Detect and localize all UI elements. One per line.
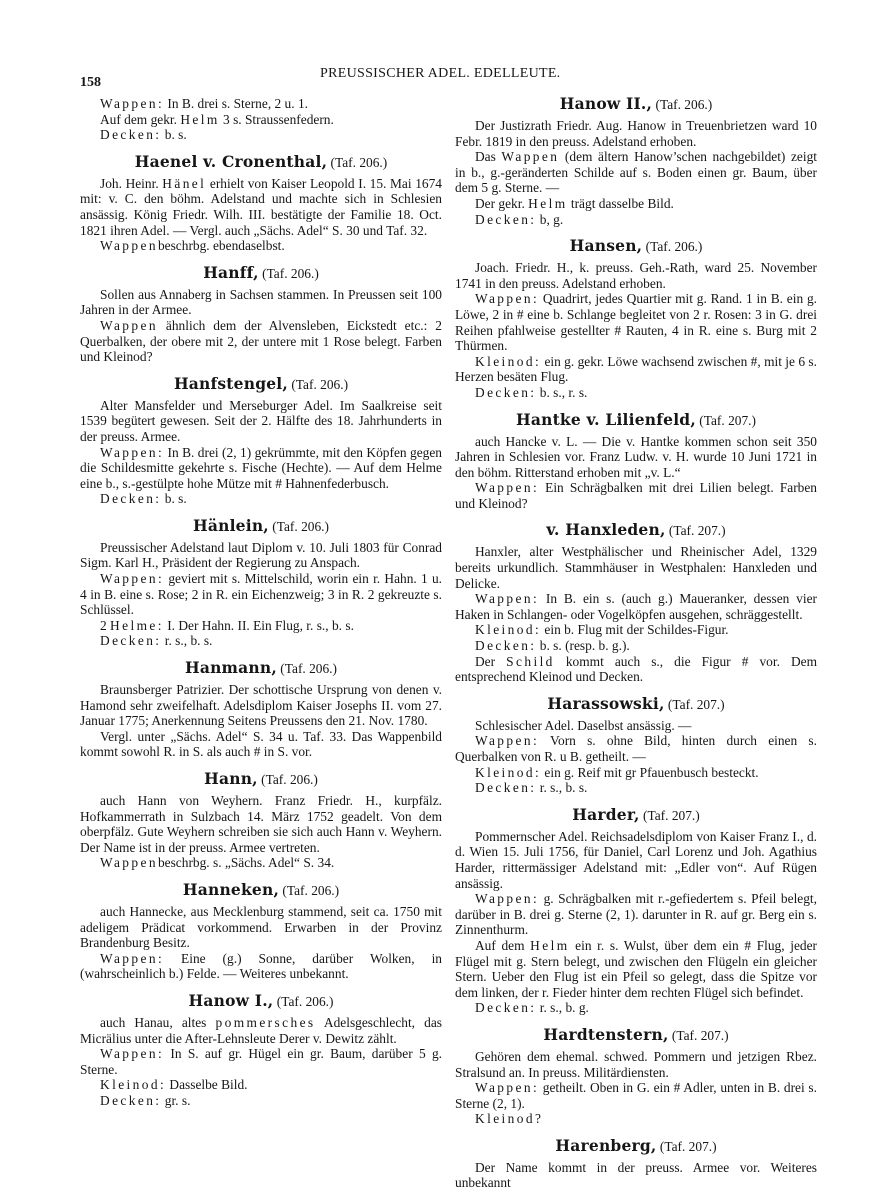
spaced-keyword: Decken: [100, 127, 162, 143]
entry-paragraph [80, 682, 442, 729]
entry-paragraph [80, 729, 442, 760]
paragraph-text: In S. auf gr. Hügel ein gr. Baum, darüber 5 g. Sterne. [80, 1046, 442, 1077]
entry-name: Hardtenstern, [543, 1024, 669, 1044]
spaced-keyword: Decken: [475, 1000, 537, 1016]
entry-paragraph [80, 318, 442, 365]
entry-paragraph [455, 780, 817, 796]
entry-paragraph [80, 1093, 442, 1109]
entry-paragraph [80, 287, 442, 318]
spaced-keyword: Decken: [100, 633, 162, 649]
spaced-keyword: Wappen: [100, 950, 165, 966]
paragraph-text: Preussischer Adelstand laut Diplom v. 10. Juli 1803 für Conrad Sigm. Karl H., Präsident der Regierung zu Anspach. [80, 539, 442, 571]
entry-name: Hantke v. Lilienfeld, [516, 409, 696, 429]
paragraph-text: b. s., r. s. [536, 384, 588, 400]
entry-paragraph [80, 618, 442, 634]
paragraph-text: In B. drei s. Sterne, 2 u. 1. [164, 96, 308, 111]
plate-reference: (Taf. 206.) [262, 265, 319, 281]
entry-heading [455, 1025, 817, 1046]
entry-heading [80, 991, 442, 1012]
entry-paragraph [455, 591, 817, 622]
page-number: 158 [80, 75, 101, 90]
dictionary-entry [455, 1025, 817, 1127]
entry-paragraph [80, 1077, 442, 1093]
plate-reference: (Taf. 206.) [330, 154, 388, 170]
entry-heading [455, 1136, 817, 1157]
spaced-keyword: Helm [530, 937, 570, 953]
paragraph-text: ein b. Flug mit der Schildes-Figur. [541, 622, 729, 638]
spaced-keyword: Kleinod? [475, 1111, 544, 1127]
plate-reference: (Taf. 207.) [643, 807, 700, 823]
paragraph-text: Der Justizrath Friedr. Aug. Hanow in Treuenbrietzen ward 10 Febr. 1819 in den preuss. Adelstand erhoben. [455, 118, 817, 149]
paragraph-text: Ein Schrägbalken mit drei Lilien belegt. Farben und Kleinod? [455, 480, 817, 511]
entry-heading [80, 152, 442, 173]
entry-paragraph [80, 540, 442, 571]
dictionary-entry [80, 991, 442, 1109]
paragraph-text: Eine (g.) Sonne, darüber Wolken, in (wahrscheinlich b.) Felde. — Weiteres unbekannt. [80, 950, 442, 982]
entry-paragraph [455, 765, 817, 781]
spaced-keyword: Wappen: [100, 571, 165, 587]
entry-paragraph [80, 1015, 442, 1046]
dictionary-entry [80, 263, 442, 365]
paragraph-text: Alter Mansfelder und Merseburger Adel. Im Saalkreise seit 1539 begütert gewesen. Seit der 2. Hälfte des 18. Jahrhunderts in der preuss. Armee. [80, 397, 442, 444]
entry-paragraph [455, 118, 817, 149]
paragraph-text: ein r. s. Wulst, über dem ein # Flug, jeder Flügel mit g. Stern belegt, und zwischen den Flügeln ein gleicher Stern. Ueber den Flug ist ein Pfeil so gelegt, dass die Spitze vor dem linken, der r. Fieder hinter dem rechten Flügel sich befindet. [455, 937, 817, 1000]
entry-name: v. Hanxleden, [546, 520, 666, 540]
plate-reference: (Taf. 207.) [699, 412, 756, 428]
paragraph-text: Vorn s. ohne Bild, hinten durch einen s. Querbalken von R. u B. getheilt. — [455, 733, 817, 764]
plate-reference: (Taf. 207.) [667, 696, 725, 712]
entry-paragraph [80, 855, 442, 871]
paragraph-text: Gehören dem ehemal. schwed. Pommern und jetzigen Rbez. Stralsund an. In preuss. Militärdiensten. [455, 1048, 817, 1080]
spaced-keyword: Kleinod: [475, 764, 542, 780]
paragraph-text: b. s. (resp. b. g.). [536, 638, 630, 654]
paragraph-text: getheilt. Oben in G. ein # Adler, unten in B. drei s. Sterne (2, 1). [455, 1080, 817, 1111]
paragraph-text: r. s., b. s. [161, 633, 213, 649]
paragraph-text: 2 [100, 617, 111, 633]
paragraph-text: auch Hanau, altes [100, 1014, 216, 1030]
spaced-keyword: Decken: [100, 491, 162, 507]
plate-reference: (Taf. 206.) [282, 882, 340, 898]
spaced-keyword: Wappen [100, 317, 158, 333]
entry-name: Harder, [572, 804, 640, 824]
paragraph-text: In B. drei (2, 1) gekrümmte, mit den Köpfen gegen die Schildesmitte gekehrte s. Fische (Hechte). — Auf dem Helme eine b., s.-gestülpte hohe Mütze mit # Hahnenfederbusch. [80, 444, 442, 491]
entry-paragraph [455, 291, 817, 353]
plate-reference: (Taf. 206.) [261, 772, 318, 787]
entry-name: Haenel v. Cronenthal, [134, 151, 328, 171]
paragraph-text: g. Schrägbalken mit r.-gefiedertem s. Pfeil belegt, darüber in B. drei g. Sterne (2, 1). darunter in R. auf gr. Berg ein s. Zinnenthurm. [455, 891, 817, 938]
spaced-keyword: Decken: [475, 384, 537, 400]
entry-paragraph [80, 951, 442, 982]
entry-paragraph [80, 96, 442, 112]
paragraph-text: erhielt von Kaiser Leopold I. 15. Mai 1674 mit: v. C. den böhm. Adelstand und machte sich in Schlesien ansässig. König Friedr. Wilh. III. bestätigte der Familie 18. Oct. 1821 ihren Adel. — Vergl. auch „Sächs. Adel“ S. 30 und Taf. 32. [80, 175, 442, 238]
spaced-keyword: Decken: [100, 1092, 162, 1108]
paragraph-text: geviert mit s. Mittelschild, worin ein r. Hahn. 1 u. 4 in B. eine s. Rose; 2 in R. ein Eichenzweig; 3 in R. 2 gekreuzte s. Schlüssel. [80, 571, 442, 618]
paragraph-text: Joh. Heinr. [100, 175, 163, 191]
entry-paragraph [455, 1080, 817, 1111]
spaced-keyword: Decken: [475, 780, 537, 796]
paragraph-text: gr. s. [161, 1092, 191, 1108]
paragraph-text: Der Name kommt in der preuss. Armee vor. Weiteres unbekannt [455, 1159, 817, 1191]
entry-name: Hansen, [569, 236, 643, 256]
right-column [455, 90, 817, 1200]
entry-heading [455, 410, 817, 431]
dictionary-entry [455, 1136, 817, 1191]
entry-paragraph [455, 1160, 817, 1191]
dictionary-entry [80, 96, 442, 143]
entry-heading [455, 520, 817, 541]
dictionary-entry [455, 520, 817, 684]
paragraph-text: trägt dasselbe Bild. [567, 195, 674, 211]
plate-reference: (Taf. 206.) [272, 518, 329, 534]
entry-heading [80, 516, 442, 537]
entry-paragraph [80, 238, 442, 254]
entry-paragraph [455, 149, 817, 196]
spaced-keyword: Kleinod: [100, 1077, 167, 1093]
dictionary-entry [80, 880, 442, 982]
entry-paragraph [455, 654, 817, 685]
paragraph-text: Der gekr. [475, 195, 529, 211]
plate-reference: (Taf. 207.) [671, 1027, 729, 1043]
spaced-keyword: Hänel [162, 175, 207, 191]
entry-paragraph [455, 260, 817, 291]
plate-reference: (Taf. 206.) [280, 661, 337, 677]
entry-name: Hanneken, [182, 879, 280, 899]
entry-heading [80, 658, 442, 679]
paragraph-text: Pommernscher Adel. Reichsadelsdiplom von Kaiser Franz I., d. d. Wien 15. Juli 1756, für Daniel, Carl Lorenz und Joh. Agathius Harder, rittermässiger Adelstand mit: „Edler von“. Auf Rügen ansässig. [455, 828, 817, 891]
dictionary-entry [455, 94, 817, 227]
paragraph-text: Auf dem [475, 937, 531, 953]
dictionary-entry [80, 658, 442, 760]
spaced-keyword: Wappen [100, 855, 158, 871]
plate-reference: (Taf. 207.) [668, 523, 726, 539]
paragraph-text: r. s., b. g. [536, 1000, 589, 1016]
running-head: PREUSSISCHER ADEL. EDELLEUTE. [320, 66, 561, 81]
paragraph-text: (dem ältern Hanow’schen nachgebildet) zeigt in b., g.-geränderten Schilde auf s. Boden einen gr. Baum, über dem 5 g. Sterne. — [455, 149, 817, 196]
paragraph-text: Quadrirt, jedes Quartier mit g. Rand. 1 in B. ein g. Löwe, 2 in # eine b. Schlange begleitet von 2 r. Rosen: 3 in G. drei Reihen pfahlweise gestellter # Rauten, 4 in R. eine s. Burg mit 2 Thürmen. [455, 291, 817, 354]
entry-paragraph [455, 718, 817, 734]
paragraph-text: b. s. [161, 127, 187, 143]
entry-paragraph [80, 571, 442, 618]
paragraph-text: Adelsgeschlecht, das Micrälius unter die After-Lehnsleute Derer v. Dewitz zählt. [80, 1014, 442, 1046]
paragraph-text: auch Hannecke, aus Mecklenburg stammend, seit ca. 1750 mit adeligem Prädicat vorkommend. Erwarben in der Provinz Brandenburg Besitz. [80, 903, 442, 951]
entry-name: Hanow I., [188, 990, 274, 1010]
spaced-keyword: Wappen: [475, 591, 540, 607]
spaced-keyword: Decken: [475, 211, 537, 227]
entry-paragraph [455, 891, 817, 938]
spaced-keyword: Helm [528, 195, 568, 211]
entry-name: Hanow II., [559, 94, 653, 113]
paragraph-text: ein g. Reif mit gr Pfauenbusch besteckt. [541, 764, 759, 780]
dictionary-entry [455, 236, 817, 400]
entry-paragraph [455, 544, 817, 591]
paragraph-text: Das [475, 149, 502, 165]
spaced-keyword: Kleinod: [475, 353, 542, 369]
spaced-keyword: pommersches [215, 1014, 316, 1030]
entry-paragraph [80, 112, 442, 128]
entry-paragraph [455, 480, 817, 511]
spaced-keyword: Wappen [100, 238, 158, 254]
entry-paragraph [455, 354, 817, 385]
entry-paragraph [455, 196, 817, 212]
entry-heading [455, 94, 817, 115]
entry-paragraph [455, 1000, 817, 1016]
entry-name: Hanfstengel, [173, 373, 288, 393]
entry-paragraph [80, 793, 442, 855]
entry-paragraph [80, 398, 442, 445]
spaced-keyword: Wappen: [475, 291, 540, 307]
paragraph-text: In B. ein s. (auch g.) Maueranker, dessen vier Haken in Schlangen- oder Vogelköpfen ausgehen, schräggestellt. [455, 591, 817, 622]
spaced-keyword: Wappen [501, 149, 560, 165]
entry-heading [455, 805, 817, 826]
entry-paragraph [455, 638, 817, 654]
plate-reference: (Taf. 207.) [659, 1138, 717, 1154]
entry-heading [80, 374, 442, 395]
entry-paragraph [455, 829, 817, 891]
spaced-keyword: Wappen: [475, 733, 540, 749]
entry-paragraph [455, 622, 817, 638]
entry-name: Hänlein, [193, 515, 269, 535]
paragraph-text: Braunsberger Patrizier. Der schottische Ursprung von denen v. Hamond sehr zweifelhaft. Adelsdiplom Kaiser Josephs II. vom 27. Januar 1775; Anerkennung Seitens Preussens den 21. Nov. 1780. [80, 682, 442, 729]
entry-name: Hanff, [203, 262, 259, 282]
paragraph-text: Auf dem gekr. [100, 111, 181, 127]
entry-paragraph [80, 491, 442, 507]
paragraph-text: beschrbg. ebendaselbst. [157, 238, 285, 254]
paragraph-text: 3 s. Straussenfedern. [219, 111, 334, 127]
entry-paragraph [80, 127, 442, 143]
dictionary-entry [80, 516, 442, 649]
paragraph-text: I. Der Hahn. II. Ein Flug, r. s., b. s. [163, 617, 354, 633]
entry-heading [80, 880, 442, 901]
entry-name: Hann, [204, 769, 258, 788]
paragraph-text: Sollen aus Annaberg in Sachsen stammen. In Preussen seit 100 Jahren in der Armee. [80, 286, 442, 318]
paragraph-text: ähnlich dem der Alvensleben, Eickstedt etc.: 2 Querbalken, der obere mit 2, der untere mit 1 Rose belegt. Farben und Kleinod? [80, 317, 442, 365]
paragraph-text: auch Hann von Weyhern. Franz Friedr. H., kurpfälz. Hofkammerrath in Sulzbach 14. März 1752 geadelt. Von dem oberpfälz. Gute Weyhern schreiben sie sich auch Hann v. Weyhern. Der Name ist in der preuss. Armee vertreten. [80, 793, 442, 855]
dictionary-entry [455, 410, 817, 512]
spaced-keyword: Decken: [475, 638, 537, 654]
plate-reference: (Taf. 206.) [655, 97, 713, 112]
plate-reference: (Taf. 206.) [276, 993, 334, 1009]
plate-reference: (Taf. 206.) [645, 239, 703, 255]
dictionary-entry [80, 152, 442, 254]
paragraph-text: Hanxler, alter Westphälischer und Rheinischer Adel, 1329 bereits urkundlich. Stammhäuser in Westphalen: Hanxleden und Delicke. [455, 544, 817, 591]
spaced-keyword: Helme: [110, 617, 164, 633]
entry-heading [455, 694, 817, 715]
paragraph-text: ein g. gekr. Löwe wachsend zwischen #, mit je 6 s. Herzen besäten Flug. [455, 353, 817, 385]
entry-paragraph [80, 633, 442, 649]
entry-name: Harassowski, [547, 693, 665, 713]
entry-paragraph [455, 212, 817, 228]
spaced-keyword: Wappen: [100, 96, 165, 111]
entry-heading [80, 263, 442, 284]
paragraph-text: Joach. Friedr. H., k. preuss. Geh.-Rath, ward 25. November 1741 in den preuss. Adelstand erhoben. [455, 260, 817, 291]
paragraph-text: beschrbg. s. „Sächs. Adel“ S. 34. [157, 855, 335, 871]
dictionary-entry [80, 374, 442, 507]
spaced-keyword: Wappen: [475, 891, 540, 907]
paragraph-text: Vergl. unter „Sächs. Adel“ S. 34 u. Taf. 33. Das Wappenbild kommt sowohl R. in S. als auch # in S. vor. [80, 728, 442, 760]
plate-reference: (Taf. 206.) [291, 376, 349, 392]
spaced-keyword: Wappen: [475, 480, 540, 496]
dictionary-entry [80, 769, 442, 871]
paragraph-text: auch Hancke v. L. — Die v. Hantke kommen schon seit 350 Jahren in Schlesien vor. Franz Ludw. v. H. wurde 10 Juni 1721 in den böhm. Ritterstand erhoben mit „v. L.“ [455, 433, 817, 480]
paragraph-text: r. s., b. s. [536, 780, 588, 796]
entry-paragraph [80, 176, 442, 238]
paragraph-text: Der [475, 653, 507, 669]
spaced-keyword: Wappen: [100, 1046, 165, 1062]
left-column [80, 96, 442, 1118]
entry-paragraph [455, 1049, 817, 1080]
entry-paragraph [455, 385, 817, 401]
entry-name: Harenberg, [555, 1135, 657, 1155]
entry-paragraph [455, 1111, 817, 1127]
spaced-keyword: Wappen: [100, 444, 165, 460]
entry-paragraph [455, 733, 817, 764]
spaced-keyword: Schild [506, 653, 555, 669]
spaced-keyword: Helm [180, 111, 220, 127]
paragraph-text: Schlesischer Adel. Daselbst ansässig. — [475, 717, 692, 733]
entry-paragraph [455, 434, 817, 481]
spaced-keyword: Kleinod: [475, 622, 542, 638]
paragraph-text: Dasselbe Bild. [166, 1077, 248, 1093]
paragraph-text: b, g. [536, 211, 564, 227]
entry-heading [455, 236, 817, 257]
paragraph-text: b. s. [161, 491, 187, 507]
entry-paragraph [455, 938, 817, 1000]
dictionary-entry [455, 805, 817, 1016]
entry-paragraph [80, 904, 442, 951]
entry-paragraph [80, 1046, 442, 1077]
paragraph-text: kommt auch s., die Figur # vor. Dem entsprechend Kleinod und Decken. [455, 653, 818, 685]
entry-paragraph [80, 445, 442, 492]
entry-heading [80, 769, 442, 790]
entry-name: Hanmann, [185, 658, 277, 678]
dictionary-entry [455, 694, 817, 796]
spaced-keyword: Wappen: [475, 1080, 540, 1096]
